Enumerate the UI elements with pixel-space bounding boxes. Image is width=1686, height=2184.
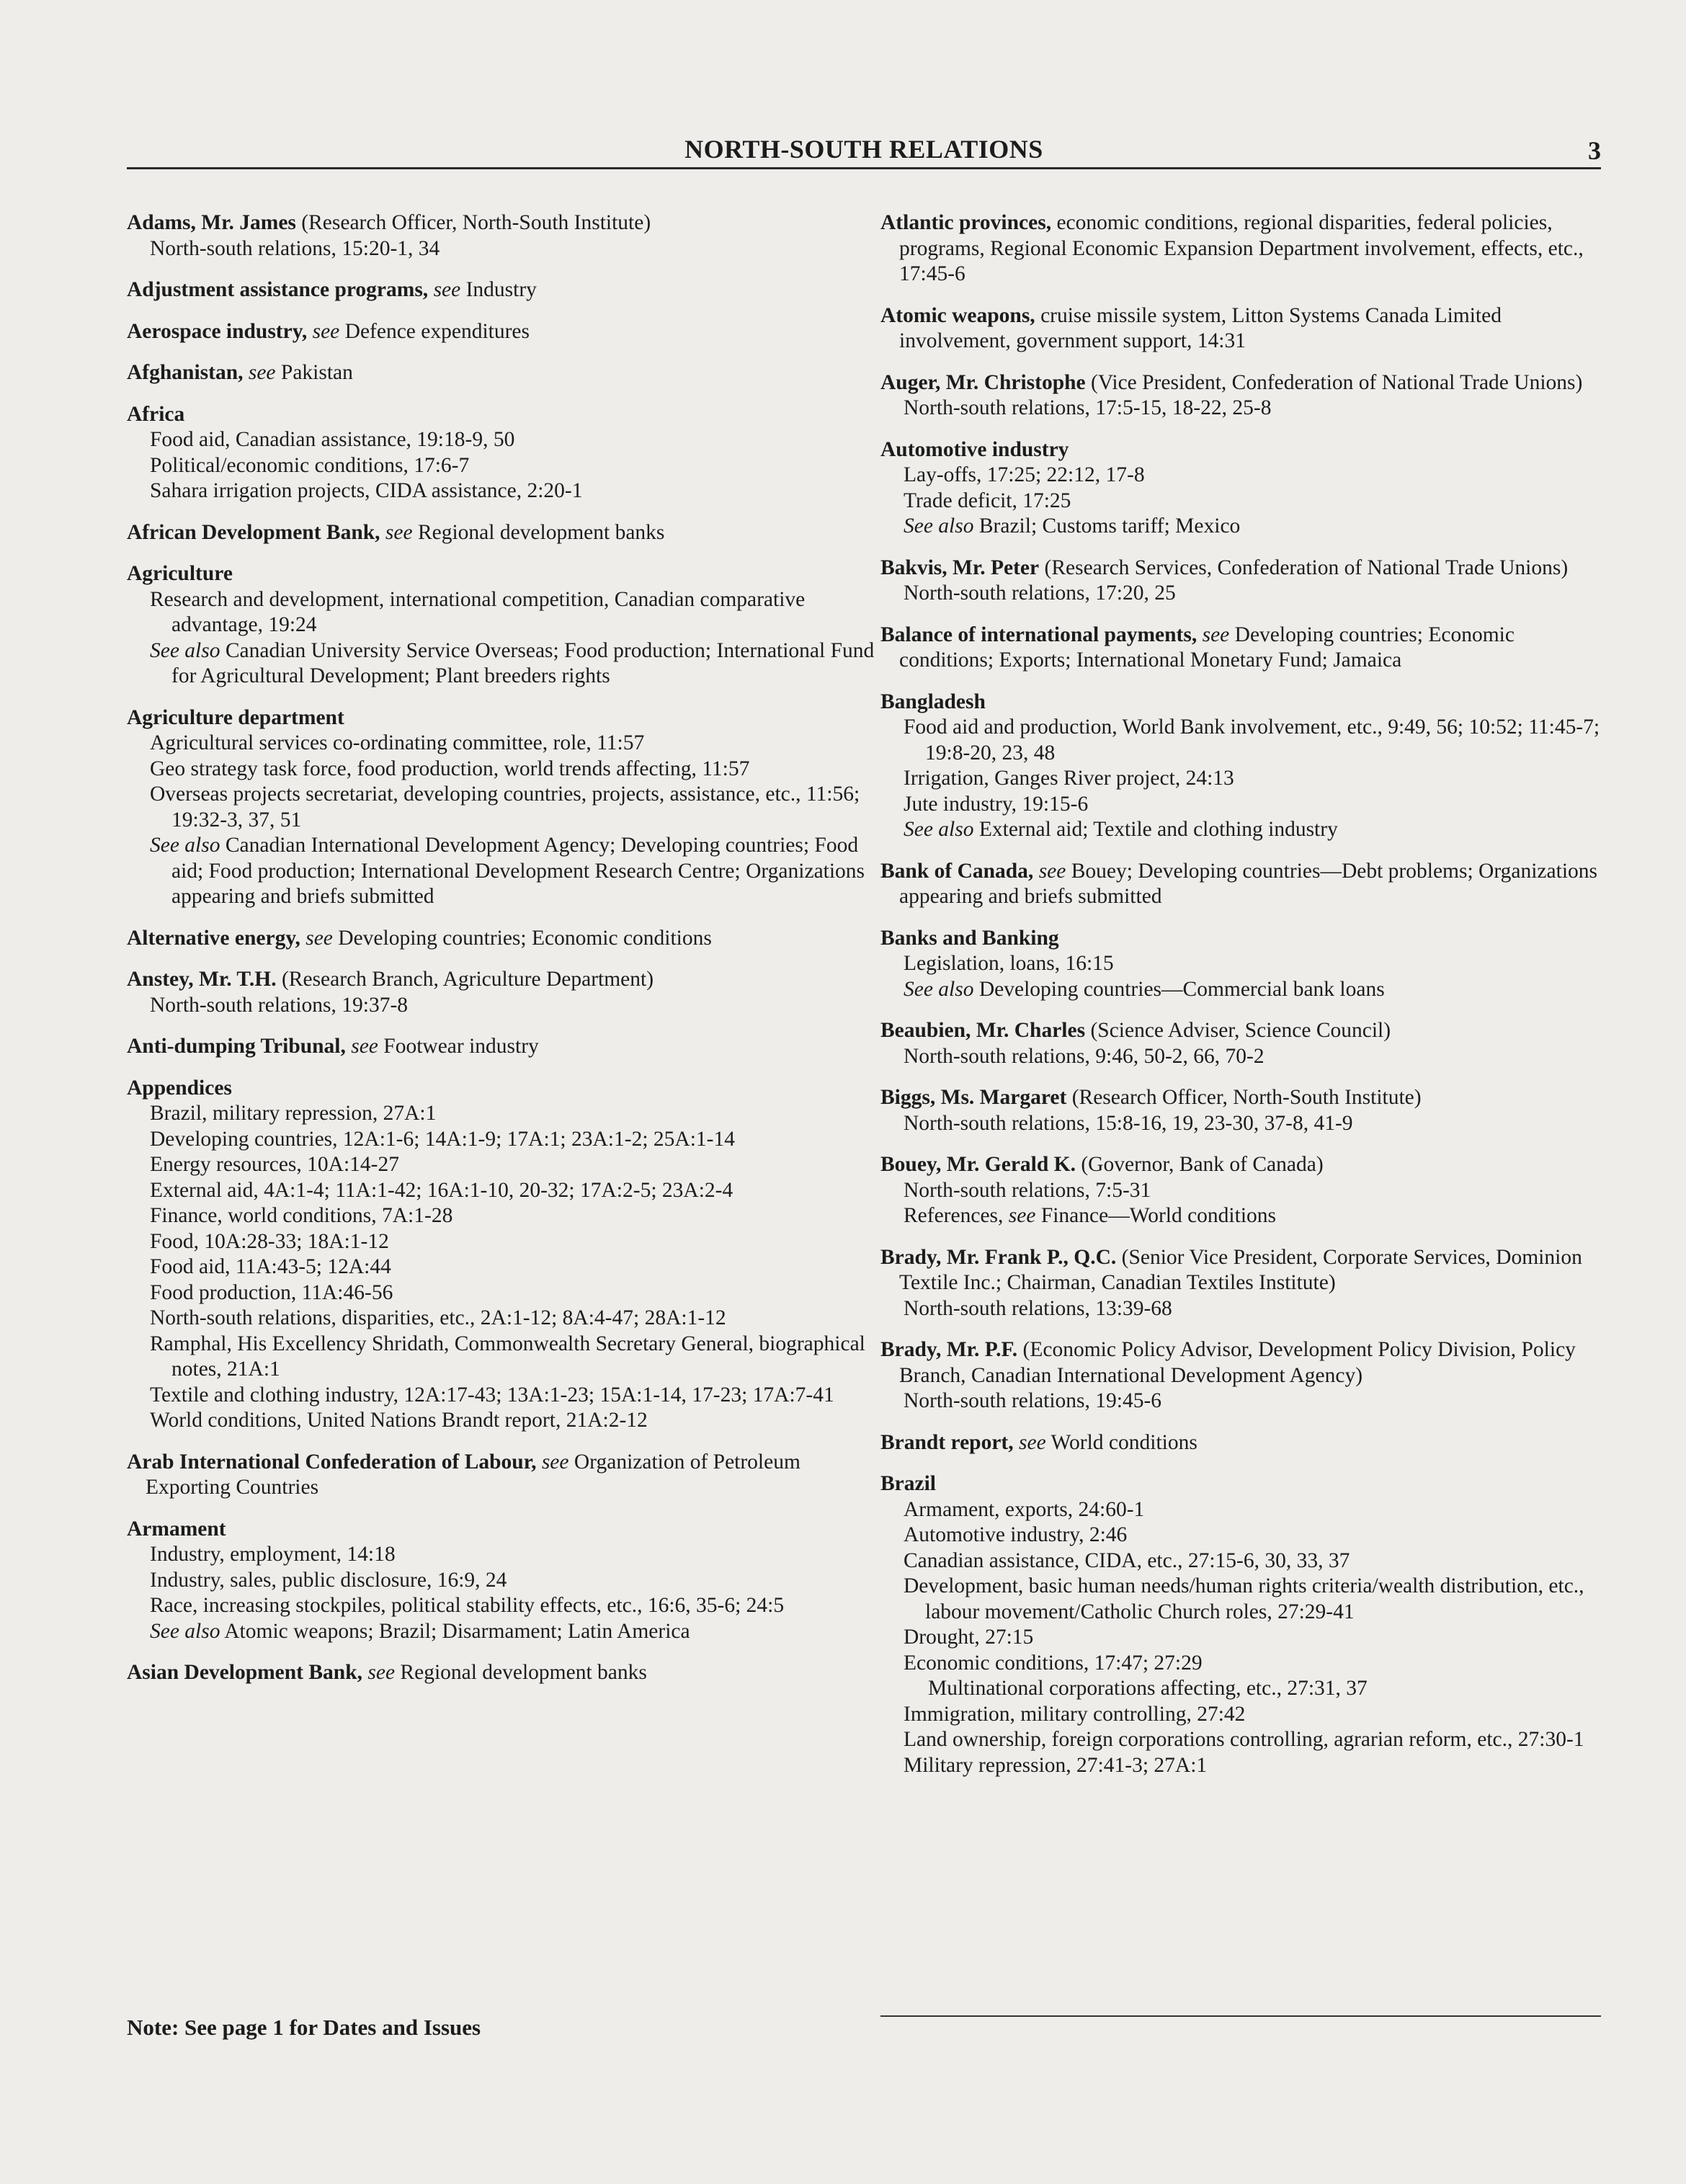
entry-heading-line (127, 926, 876, 952)
entry-heading-line (880, 370, 1601, 396)
index-entry (880, 210, 1601, 288)
index-entry (127, 520, 876, 546)
entry-heading: Anstey, Mr. T.H. (127, 968, 277, 991)
entry-heading: Biggs, Ms. Margaret (880, 1086, 1067, 1109)
entry-heading: Africa (127, 402, 185, 426)
page-header (127, 134, 1601, 169)
entry-description: Developing countries; Economic conditions; Exports; International Monetary Fund; Jamaica (899, 623, 1515, 672)
index-entry (127, 1660, 876, 1686)
subentry: North-south relations, 15:8-16, 19, 23-30, 37-8, 41-9 (904, 1111, 1353, 1135)
see-also-targets: External aid; Textile and clothing industry (973, 818, 1338, 841)
index-entry (127, 1034, 876, 1060)
index-entry (880, 1018, 1601, 1069)
subentry: Armament, exports, 24:60-1 (904, 1497, 1145, 1521)
subentry: Irrigation, Ganges River project, 24:13 (904, 767, 1234, 790)
entry-description: Footwear industry (378, 1035, 539, 1058)
subentry: Automotive industry, 2:46 (904, 1523, 1128, 1546)
index-entry (880, 1152, 1601, 1229)
subentry: External aid, 4A:1-4; 11A:1-42; 16A:1-10, 20-32; 17A:2-5; 23A:2-4 (150, 1178, 733, 1202)
entry-heading-line (880, 690, 1601, 716)
running-title: NORTH-SOUTH RELATIONS (684, 135, 1043, 164)
subentry: North-south relations, 19:37-8 (150, 993, 409, 1017)
entry-heading-line (127, 402, 876, 428)
subentry: Industry, employment, 14:18 (150, 1543, 396, 1566)
entry-heading: Bangladesh (880, 690, 986, 713)
entry-heading-line (127, 210, 876, 236)
entry-description: Defence expenditures (339, 319, 530, 343)
entry-heading-line (127, 1660, 876, 1686)
entry-heading: Agriculture department (127, 705, 344, 729)
index-column-left (127, 210, 876, 1702)
subentry: Food aid, Canadian assistance, 19:18-9, 50 (150, 428, 515, 451)
index-entry (880, 303, 1601, 355)
index-entry (880, 623, 1601, 674)
entry-heading-line (880, 437, 1601, 463)
entry-heading-line (880, 1085, 1601, 1111)
entry-description: (Governor, Bank of Canada) (1075, 1153, 1324, 1176)
subentry: World conditions, United Nations Brandt report, 21A:2-12 (150, 1409, 648, 1432)
entry-description: Developing countries; Economic conditions (332, 926, 712, 950)
entry-heading-line (880, 926, 1601, 952)
entry-heading-line (880, 1471, 1601, 1497)
see-reference: see (300, 926, 333, 950)
index-entry (880, 1337, 1601, 1414)
subentry: Developing countries, 12A:1-6; 14A:1-9; 17A:1; 23A:1-2; 25A:1-14 (150, 1127, 735, 1151)
see-reference: see (1033, 859, 1066, 883)
entry-heading: African Development Bank, (127, 520, 380, 544)
entry-description: Organization of Petroleum Exporting Countries (146, 1450, 800, 1499)
entry-description: (Research Branch, Agriculture Department) (276, 968, 654, 991)
see-also-line (880, 977, 1601, 1003)
entry-description: economic conditions, regional disparities, federal policies, programs, Regional Economic Expansion Department involvement, effects, etc., 17:45-6 (899, 211, 1584, 285)
entry-description: (Research Services, Confederation of National Trade Unions) (1039, 556, 1569, 579)
subentry: Sahara irrigation projects, CIDA assistance, 2:20-1 (150, 479, 583, 502)
index-entry (127, 561, 876, 690)
subentry: Economic conditions, 17:47; 27:29 (904, 1651, 1203, 1675)
entry-heading-line (880, 1018, 1601, 1044)
entry-heading: Beaubien, Mr. Charles (880, 1019, 1086, 1042)
subentry: North-south relations, 13:39-68 (904, 1296, 1172, 1320)
subentry: Brazil, military repression, 27A:1 (150, 1102, 437, 1125)
subentry: Food aid and production, World Bank involvement, etc., 9:49, 56; 10:52; 11:45-7; 19:8-20, 23, 48 (904, 716, 1600, 765)
index-entry (127, 967, 876, 1018)
index-entry (127, 705, 876, 910)
subentry: Industry, sales, public disclosure, 16:9, 24 (150, 1568, 507, 1592)
index-entry (880, 1085, 1601, 1136)
subentry: Ramphal, His Excellency Shridath, Commonwealth Secretary General, biographical notes, 21A:1 (150, 1332, 865, 1381)
entry-heading: Brazil (880, 1472, 937, 1495)
see-also-line (880, 817, 1601, 843)
entry-heading-line (880, 556, 1601, 581)
entry-description: Industry (460, 278, 537, 301)
subentry: Agricultural services co-ordinating committee, role, 11:57 (150, 731, 645, 754)
index-entry (127, 360, 876, 386)
entry-description: (Research Officer, North-South Institute) (1066, 1086, 1422, 1109)
subentry: Trade deficit, 17:25 (904, 489, 1071, 512)
index-entry (880, 690, 1601, 843)
entry-heading: Afghanistan, (127, 361, 244, 384)
subentry: North-south relations, 17:5-15, 18-22, 25-8 (904, 396, 1272, 419)
subentry: Lay-offs, 17:25; 22:12, 17-8 (904, 463, 1145, 486)
entry-heading: Auger, Mr. Christophe (880, 370, 1086, 394)
subentry: Energy resources, 10A:14-27 (150, 1153, 399, 1176)
entry-description: Pakistan (275, 361, 353, 384)
entry-description: (Vice President, Confederation of National Trade Unions) (1085, 370, 1583, 394)
subentry: Food production, 11A:46-56 (150, 1280, 393, 1304)
see-reference: see (243, 361, 276, 384)
see-also-targets: Brazil; Customs tariff; Mexico (973, 514, 1241, 538)
entry-heading-line (127, 319, 876, 345)
see-also-label: See also (904, 818, 974, 841)
entry-heading-line (127, 1517, 876, 1543)
see-reference: see (307, 319, 340, 343)
index-entry (127, 402, 876, 504)
subentry: Race, increasing stockpiles, political stability effects, etc., 16:6, 35-6; 24:5 (150, 1594, 785, 1617)
see-also-label: See also (150, 638, 220, 662)
subentry: Military repression, 27:41-3; 27A:1 (904, 1753, 1208, 1777)
see-also-label: See also (904, 514, 974, 538)
entry-heading: Brady, Mr. P.F. (880, 1338, 1018, 1361)
index-entry (127, 319, 876, 345)
entry-heading-line (880, 1245, 1601, 1296)
entry-heading-line (880, 1430, 1601, 1456)
subentry: Geo strategy task force, food production, world trends affecting, 11:57 (150, 757, 750, 780)
see-also-line (127, 833, 876, 910)
entry-heading-line (880, 1152, 1601, 1178)
subentry: Jute industry, 19:15-6 (904, 792, 1089, 816)
entry-heading: Arab International Confederation of Labour, (127, 1450, 537, 1474)
index-entry (880, 1245, 1601, 1322)
see-also-targets: Developing countries—Commercial bank loans (973, 977, 1385, 1001)
subentry: Overseas projects secretariat, developing countries, projects, assistance, etc., 11:56; 19:32-3, 37, 51 (150, 783, 860, 832)
entry-description: (Science Adviser, Science Council) (1085, 1019, 1391, 1042)
index-entry (127, 210, 876, 262)
entry-heading: Brady, Mr. Frank P., Q.C. (880, 1245, 1117, 1269)
entry-heading: Atomic weapons, (880, 303, 1035, 327)
entry-heading: Bouey, Mr. Gerald K. (880, 1153, 1076, 1176)
index-entry (880, 926, 1601, 1003)
see-also-line (880, 514, 1601, 540)
entry-description: Regional development banks (412, 520, 665, 544)
entry-heading-line (127, 277, 876, 303)
entry-heading: Adjustment assistance programs, (127, 278, 429, 301)
entry-heading-line (127, 967, 876, 993)
see-reference: see (1013, 1430, 1046, 1454)
footnote: Note: See page 1 for Dates and Issues (127, 2015, 481, 2040)
entry-description: (Senior Vice President, Corporate Services, Dominion Textile Inc.; Chairman, Canadian Textiles Institute) (899, 1245, 1582, 1294)
subentry: Development, basic human needs/human rights criteria/wealth distribution, etc., labour movement/Catholic Church roles, 27:29-41 (904, 1574, 1584, 1623)
entry-heading: Balance of international payments, (880, 623, 1197, 646)
see-reference: see (362, 1661, 396, 1684)
see-reference: see (428, 278, 461, 301)
index-entry (880, 859, 1601, 910)
subentry: North-south relations, 17:20, 25 (904, 581, 1176, 605)
subentry: Political/economic conditions, 17:6-7 (150, 453, 470, 477)
entry-heading-line (127, 1450, 876, 1501)
see-reference: see (536, 1450, 569, 1474)
entry-heading: Aerospace industry, (127, 319, 308, 343)
entry-heading: Atlantic provinces, (880, 211, 1052, 234)
entry-heading: Adams, Mr. James (127, 211, 296, 234)
index-entry (880, 556, 1601, 607)
entry-heading-line (880, 623, 1601, 674)
index-entry (127, 1450, 876, 1501)
entry-heading-line (127, 1076, 876, 1102)
see-also-label: See also (150, 1619, 220, 1643)
subentry: Textile and clothing industry, 12A:17-43; 13A:1-23; 15A:1-14, 17-23; 17A:7-41 (150, 1383, 834, 1407)
entry-heading-line (127, 1034, 876, 1060)
see-also-targets: Canadian University Service Overseas; Food production; International Fund for Agricultural Development; Plant breeders rights (171, 638, 875, 687)
page-number: 3 (1588, 136, 1601, 165)
subentry: North-south relations, 9:46, 50-2, 66, 70-2 (904, 1044, 1264, 1068)
entry-heading-line (127, 360, 876, 386)
entry-description: cruise missile system, Litton Systems Canada Limited involvement, government support, 14:31 (899, 303, 1502, 352)
subentry: Legislation, loans, 16:15 (904, 952, 1114, 975)
entry-heading: Appendices (127, 1076, 232, 1100)
references-target: Finance—World conditions (1035, 1204, 1276, 1227)
references-line (880, 1203, 1601, 1229)
entry-heading: Banks and Banking (880, 926, 1059, 950)
entry-description: Regional development banks (395, 1661, 647, 1684)
entry-heading: Alternative energy, (127, 926, 300, 950)
entry-heading-line (880, 210, 1601, 288)
entry-description: (Research Officer, North-South Institute) (295, 211, 651, 234)
index-entry (880, 370, 1601, 422)
subentry: Immigration, military controlling, 27:42 (904, 1702, 1246, 1726)
entry-description: Bouey; Developing countries—Debt problems; Organizations appearing and briefs submitted (899, 859, 1597, 908)
see-reference: see (380, 520, 413, 544)
subentry: Multinational corporations affecting, etc., 27:31, 37 (928, 1677, 1368, 1700)
entry-heading: Agriculture (127, 562, 233, 585)
subentry: Land ownership, foreign corporations controlling, agrarian reform, etc., 27:30-1 (904, 1728, 1584, 1751)
entry-heading-line (127, 561, 876, 587)
index-entry (127, 277, 876, 303)
entry-heading-line (127, 520, 876, 546)
subentry: Food, 10A:28-33; 18A:1-12 (150, 1229, 389, 1253)
see-also-label: See also (150, 834, 220, 857)
references-label: References, see (904, 1204, 1036, 1227)
subentry: North-south relations, 7:5-31 (904, 1178, 1151, 1202)
see-reference: see (1197, 623, 1230, 646)
subentry: Research and development, international competition, Canadian comparative advantage, 19:24 (150, 587, 806, 636)
see-also-targets: Canadian International Development Agency; Developing countries; Food aid; Food production; International Development Research Centre; Organizations appearing and briefs submitted (171, 834, 865, 908)
index-column-right (880, 210, 1601, 1794)
index-entry (127, 926, 876, 952)
index-entry (880, 1471, 1601, 1778)
entry-heading: Bank of Canada, (880, 859, 1034, 883)
subentry: North-south relations, 19:45-6 (904, 1389, 1162, 1412)
entry-heading: Anti-dumping Tribunal, (127, 1035, 346, 1058)
entry-heading: Brandt report, (880, 1430, 1014, 1454)
entry-heading: Automotive industry (880, 437, 1069, 461)
index-entry (127, 1517, 876, 1645)
subentry: Drought, 27:15 (904, 1626, 1034, 1649)
index-entry (880, 1430, 1601, 1456)
subentry: North-south relations, 15:20-1, 34 (150, 236, 440, 260)
subentry: Food aid, 11A:43-5; 12A:44 (150, 1255, 391, 1278)
see-also-line (127, 1619, 876, 1645)
subentry: Finance, world conditions, 7A:1-28 (150, 1204, 453, 1227)
see-reference: see (345, 1035, 378, 1058)
entry-heading-line (880, 303, 1601, 355)
footer-rule (880, 2015, 1601, 2017)
entry-heading-line (127, 705, 876, 731)
see-also-line (127, 638, 876, 690)
entry-heading: Armament (127, 1517, 226, 1541)
entry-heading: Bakvis, Mr. Peter (880, 556, 1040, 579)
entry-description: World conditions (1045, 1430, 1197, 1454)
see-also-targets: Atomic weapons; Brazil; Disarmament; Latin America (220, 1619, 690, 1643)
see-also-label: See also (904, 977, 974, 1001)
subentry: Canadian assistance, CIDA, etc., 27:15-6, 30, 33, 37 (904, 1548, 1350, 1572)
index-entry (127, 1076, 876, 1434)
entry-description: (Economic Policy Advisor, Development Policy Division, Policy Branch, Canadian International Development Agency) (899, 1338, 1576, 1387)
entry-heading: Asian Development Bank, (127, 1661, 362, 1684)
entry-heading-line (880, 1337, 1601, 1389)
subentry: North-south relations, disparities, etc., 2A:1-12; 8A:4-47; 28A:1-12 (150, 1306, 726, 1329)
entry-heading-line (880, 859, 1601, 910)
index-entry (880, 437, 1601, 540)
